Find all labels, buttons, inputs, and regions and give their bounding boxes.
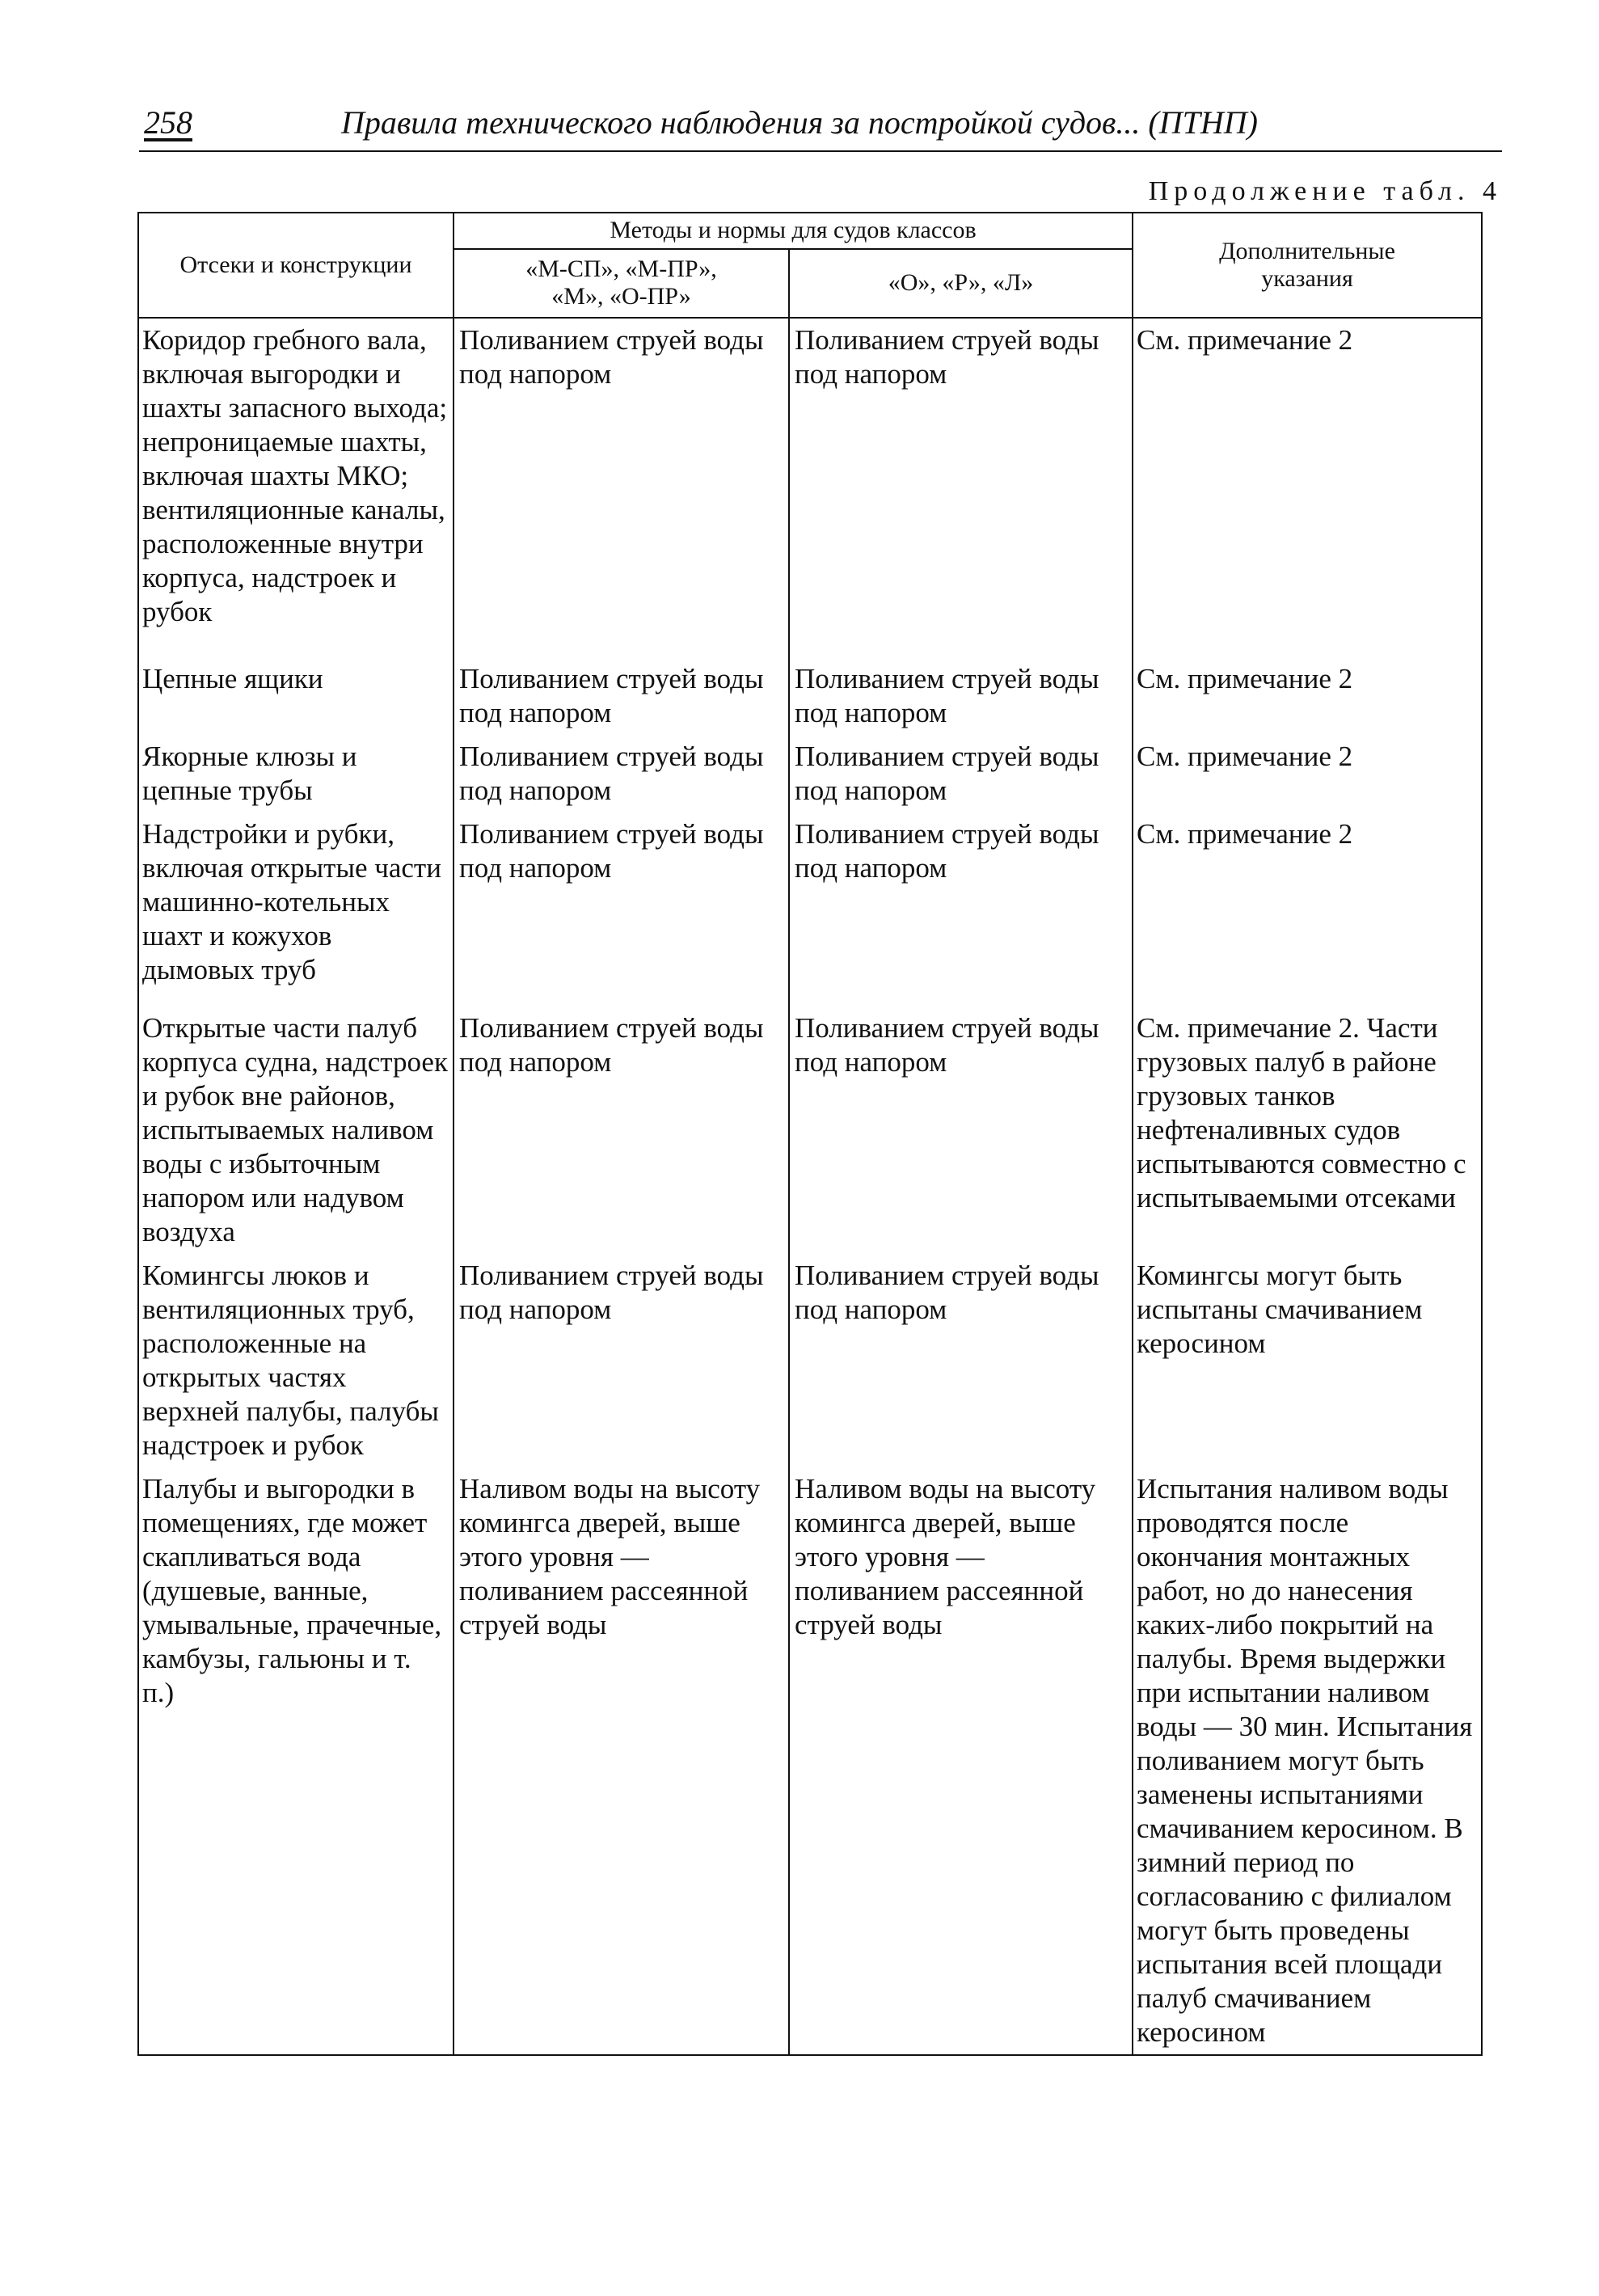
method-1-text: Поливанием струей воды под напором: [459, 1260, 764, 1325]
method-2-text: Поливанием струей воды под напором: [795, 741, 1099, 806]
cell-method-2: [789, 735, 1133, 812]
cell-method-1: [454, 1254, 789, 1467]
cell-notes: [1133, 1467, 1482, 2055]
header-compartments: Отсеки и конструкции: [138, 213, 454, 318]
compartment-text: Комингсы люков и вентиляционных труб, расположенные на открытых частях верхней палубы, палубы надстроек и рубок: [142, 1260, 439, 1461]
notes-text: См. примечание 2: [1137, 324, 1353, 356]
method-2-text: Наливом воды на высоту комингса дверей, выше этого уровня — поливанием рассеянной струей воды: [795, 1473, 1096, 1640]
cell-method-2: [789, 1467, 1133, 2055]
compartment-text: Якорные клюзы и цепные трубы: [142, 741, 357, 806]
method-1-text: Наливом воды на высоту комингса дверей, выше этого уровня — поливанием рассеянной струей воды: [459, 1473, 761, 1640]
cell-method-2: [789, 812, 1133, 1007]
method-2-text: Поливанием струей воды под напором: [795, 324, 1099, 390]
table-row: [138, 812, 1482, 1007]
running-title: Правила технического наблюдения за постройкой судов... (ПТНП): [341, 104, 1258, 141]
cell-method-2: [789, 657, 1133, 735]
table-row: [138, 657, 1482, 735]
table-body: [138, 318, 1482, 2055]
header-notes: [1133, 213, 1482, 318]
cell-notes: [1133, 735, 1482, 812]
cell-compartment: [138, 1467, 454, 2055]
cell-notes: [1133, 657, 1482, 735]
cell-notes: [1133, 1007, 1482, 1254]
cell-notes: [1133, 1254, 1482, 1467]
notes-text: Испытания наливом воды проводятся после окончания монтажных работ, но до нанесения каких-либо покрытий на палубы. Время выдержки при испытании наливом воды — 30 мин. Испытания поливанием могут быть заменены испытаниями смачиванием керосином. В зимний период по согласованию с филиалом могут быть проведены испытания всей площади палуб смачиванием керосином: [1137, 1473, 1473, 2048]
header-class-group-1: [454, 249, 789, 318]
notes-text: См. примечание 2. Части грузовых палуб в районе грузовых танков нефтеналивных судов испытываются совместно с испытываемыми отсеками: [1137, 1012, 1466, 1213]
method-1-text: Поливанием струей воды под напором: [459, 324, 764, 390]
table-row: [138, 1254, 1482, 1467]
table-continuation-label: Продолжение табл. 4: [1148, 176, 1502, 206]
cell-method-1: [454, 812, 789, 1007]
notes-text: См. примечание 2: [1137, 741, 1353, 772]
compartment-text: Надстройки и рубки, включая открытые части машинно-котельных шахт и кожухов дымовых труб: [142, 818, 441, 986]
table-row: [138, 735, 1482, 812]
cell-method-2: [789, 1007, 1133, 1254]
method-1-text: Поливанием струей воды под напором: [459, 741, 764, 806]
method-1-text: Поливанием струей воды под напором: [459, 818, 764, 884]
cell-method-1: [454, 1467, 789, 2055]
methods-table: [137, 212, 1481, 2056]
compartment-text: Коридор гребного вала, включая выгородки и шахты запасного выхода; непроницаемые шахты, включая шахты МКО; вентиляционные каналы, расположенные внутри корпуса, надстроек и рубок: [142, 324, 448, 627]
header-methods: Методы и нормы для судов классов: [454, 213, 1133, 249]
table-header: [138, 213, 1482, 318]
header-class-group-1-text: «М-СП», «М-ПР», «М», «О-ПР»: [525, 255, 717, 310]
cell-method-1: [454, 735, 789, 812]
page-number: 258: [144, 104, 192, 141]
method-2-text: Поливанием струей воды под напором: [795, 663, 1099, 728]
compartment-text: Палубы и выгородки в помещениях, где может скапливаться вода (душевые, ванные, умывальные, прачечные, камбузы, гальюны и т. п.): [142, 1473, 442, 1708]
cell-method-2: [789, 318, 1133, 657]
notes-text: См. примечание 2: [1137, 818, 1353, 850]
header-class-group-2: «О», «Р», «Л»: [789, 249, 1133, 318]
methods-table-grid: [137, 212, 1483, 2056]
notes-text: См. примечание 2: [1137, 663, 1353, 694]
cell-compartment: [138, 657, 454, 735]
header-notes-text: Дополнительные указания: [1219, 238, 1395, 292]
compartment-text: Цепные ящики: [142, 663, 323, 694]
method-1-text: Поливанием струей воды под напором: [459, 1012, 764, 1078]
table-row: [138, 1467, 1482, 2055]
table-row: [138, 318, 1482, 657]
method-2-text: Поливанием струей воды под напором: [795, 1260, 1099, 1325]
cell-method-1: [454, 1007, 789, 1254]
cell-compartment: [138, 812, 454, 1007]
method-2-text: Поливанием струей воды под напором: [795, 1012, 1099, 1078]
running-header: [139, 103, 1502, 152]
cell-notes: [1133, 812, 1482, 1007]
cell-notes: [1133, 318, 1482, 657]
cell-compartment: [138, 1007, 454, 1254]
notes-text: Комингсы могут быть испытаны смачиванием керосином: [1137, 1260, 1423, 1359]
table-row: [138, 1007, 1482, 1254]
cell-compartment: [138, 318, 454, 657]
method-1-text: Поливанием струей воды под напором: [459, 663, 764, 728]
cell-method-2: [789, 1254, 1133, 1467]
cell-method-1: [454, 657, 789, 735]
cell-method-1: [454, 318, 789, 657]
cell-compartment: [138, 735, 454, 812]
method-2-text: Поливанием струей воды под напором: [795, 818, 1099, 884]
compartment-text: Открытые части палуб корпуса судна, надстроек и рубок вне районов, испытываемых наливом воды с избыточным напором или надувом воздуха: [142, 1012, 448, 1247]
cell-compartment: [138, 1254, 454, 1467]
